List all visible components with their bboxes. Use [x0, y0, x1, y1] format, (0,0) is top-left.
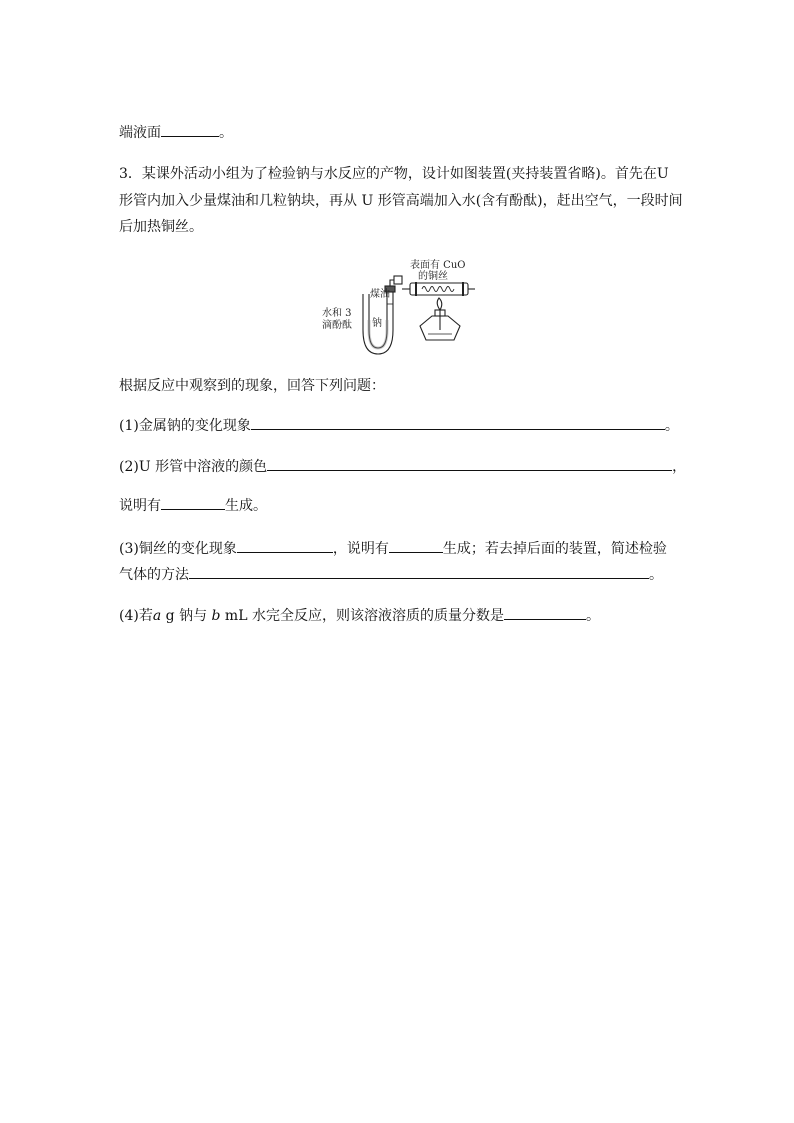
sub-question-2: (2)U 形管中溶液的颜色 ，	[119, 455, 686, 477]
sub-question-1: (1)金属钠的变化现象 。	[119, 414, 679, 436]
variable-a: a	[152, 608, 162, 624]
answer-blank-3-product[interactable]	[389, 537, 443, 553]
prompt-line: 根据反应中观察到的现象，回答下列问题：	[119, 378, 385, 394]
answer-blank-2-color[interactable]	[267, 455, 672, 471]
answer-blank-3-method[interactable]	[189, 563, 649, 579]
flame	[437, 298, 442, 310]
sub-question-3: (3)铜丝的变化现象 ，说明有 生成；若去掉后面的装置，简述检验	[119, 537, 667, 559]
sub-question-2-cont: 说明有 生成。	[119, 494, 267, 516]
label-cuo-line1: 表面有 CuO	[410, 260, 466, 271]
glass-tube	[410, 283, 468, 295]
answer-blank-4[interactable]	[504, 604, 586, 620]
question-3-stem-line-3: 后加热铜丝。	[119, 219, 203, 235]
label-cuo-line2: 的铜丝	[418, 271, 448, 282]
question-3-stem-line-1: 3．某课外活动小组为了检验钠与水反应的产物，设计如图装置(夹持装置省略)。首先在U	[119, 166, 669, 182]
answer-blank-liquid-level[interactable]	[161, 121, 219, 137]
answer-blank-1[interactable]	[251, 414, 665, 430]
sub-question-4: (4)若a g 钠与 b mL 水完全反应，则该溶液溶质的质量分数是 。	[119, 604, 600, 626]
label-water-line2: 滴酚酞	[322, 320, 352, 331]
answer-blank-2-product[interactable]	[161, 494, 225, 510]
answer-blank-3-phenomenon[interactable]	[237, 537, 333, 553]
clamp-joint	[394, 276, 402, 284]
question-3-stem-line-2: 形管内加入少量煤油和几粒钠块，再从 U 形管高端加入水(含有酚酞)，赶出空气，一段时间	[119, 193, 683, 209]
label-water-line1: 水和 3	[322, 308, 352, 319]
label-sodium: 钠	[372, 318, 382, 329]
question-number: 3．	[119, 166, 142, 182]
copper-coil	[422, 287, 454, 292]
label-kerosene: 煤油	[370, 289, 390, 300]
sub-question-3-cont: 气体的方法 。	[119, 563, 663, 585]
continued-line: 端液面 。	[119, 121, 233, 143]
variable-b: b	[211, 608, 221, 624]
apparatus-diagram	[318, 258, 478, 356]
